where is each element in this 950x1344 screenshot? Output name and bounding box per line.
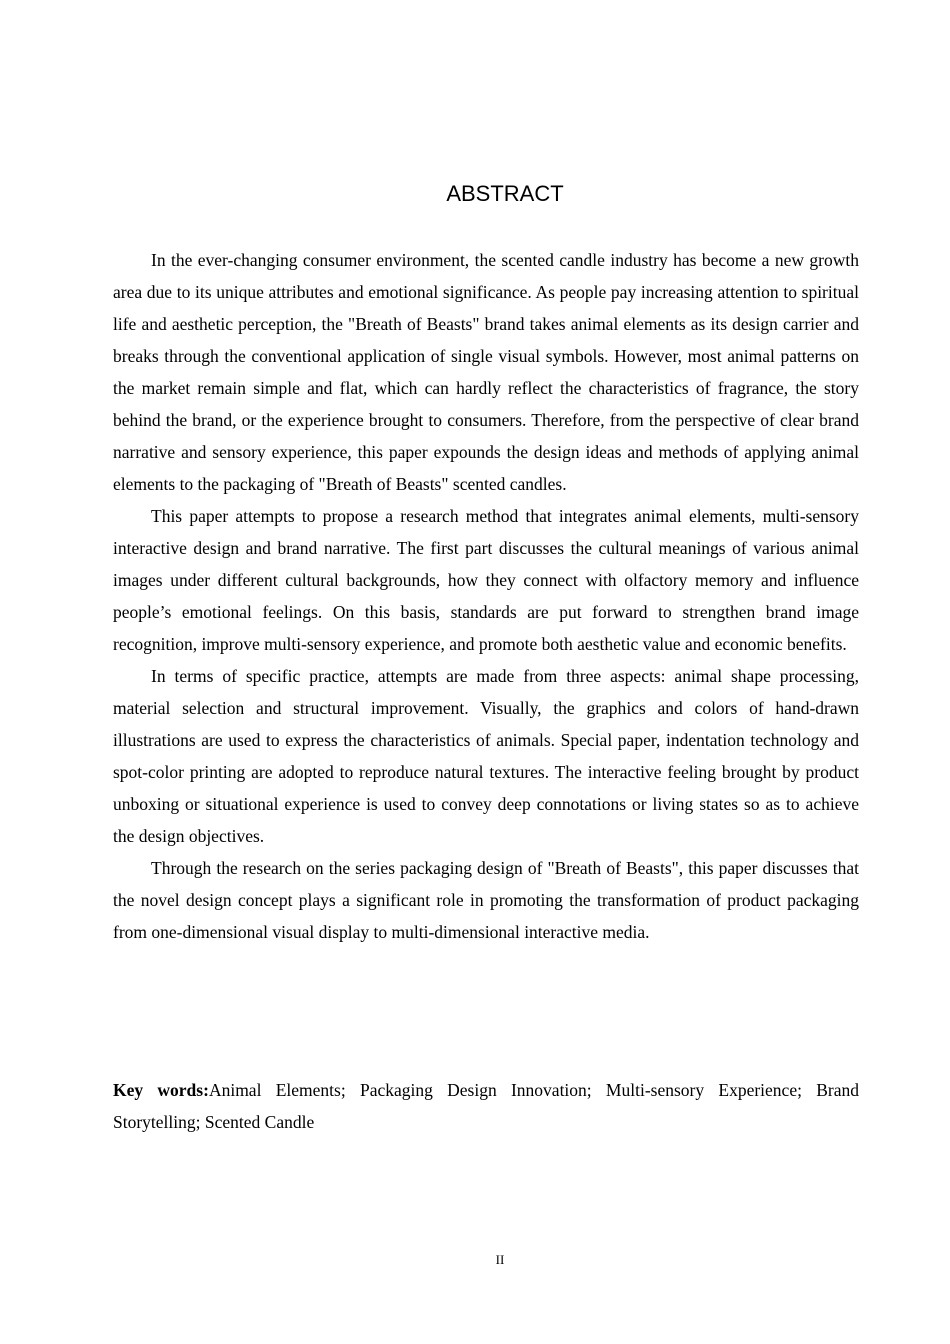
keywords-text: Animal Elements; Packaging Design Innovation; Multi-sensory Experience; Brand Storytelling; Scented Candle <box>113 1080 859 1132</box>
abstract-paragraph-4: Through the research on the series packaging design of "Breath of Beasts", this paper discusses that the novel design concept plays a significant role in promoting the transformation of product packaging from one-dimensional visual display to multi-dimensional interactive media. <box>113 858 859 942</box>
abstract-body <box>113 244 859 948</box>
page-number: II <box>495 1252 505 1267</box>
keywords-label: Key words: <box>113 1080 209 1100</box>
abstract-paragraph-3: In terms of specific practice, attempts are made from three aspects: animal shape processing, material selection and structural improvement. Visually, the graphics and colors of hand-drawn illustrations are used to express the characteristics of animals. Special paper, indentation technology and spot-color printing are adopted to reproduce natural textures. The interactive feeling brought by product unboxing or situational experience is used to convey deep connotations or living states so as to achieve the design objectives. <box>113 666 859 846</box>
abstract-paragraph-1: In the ever-changing consumer environment, the scented candle industry has become a new growth area due to its unique attributes and emotional significance. As people pay increasing attention to spiritual life and aesthetic perception, the "Breath of Beasts" brand takes animal elements as its design carrier and breaks through the conventional application of single visual symbols. However, most animal patterns on the market remain simple and flat, which can hardly reflect the characteristics of fragrance, the story behind the brand, or the experience brought to consumers. Therefore, from the perspective of clear brand narrative and sensory experience, this paper expounds the design ideas and methods of applying animal elements to the packaging of "Breath of Beasts" scented candles. <box>113 250 859 494</box>
abstract-title: ABSTRACT <box>446 181 564 206</box>
abstract-paragraph-2: This paper attempts to propose a research method that integrates animal elements, multi-sensory interactive design and brand narrative. The first part discusses the cultural meanings of various animal images under different cultural backgrounds, how they connect with olfactory memory and influence people’s emotional feelings. On this basis, standards are put forward to strengthen brand image recognition, improve multi-sensory experience, and promote both aesthetic value and economic benefits. <box>113 506 859 654</box>
keywords-line <box>113 1074 859 1138</box>
